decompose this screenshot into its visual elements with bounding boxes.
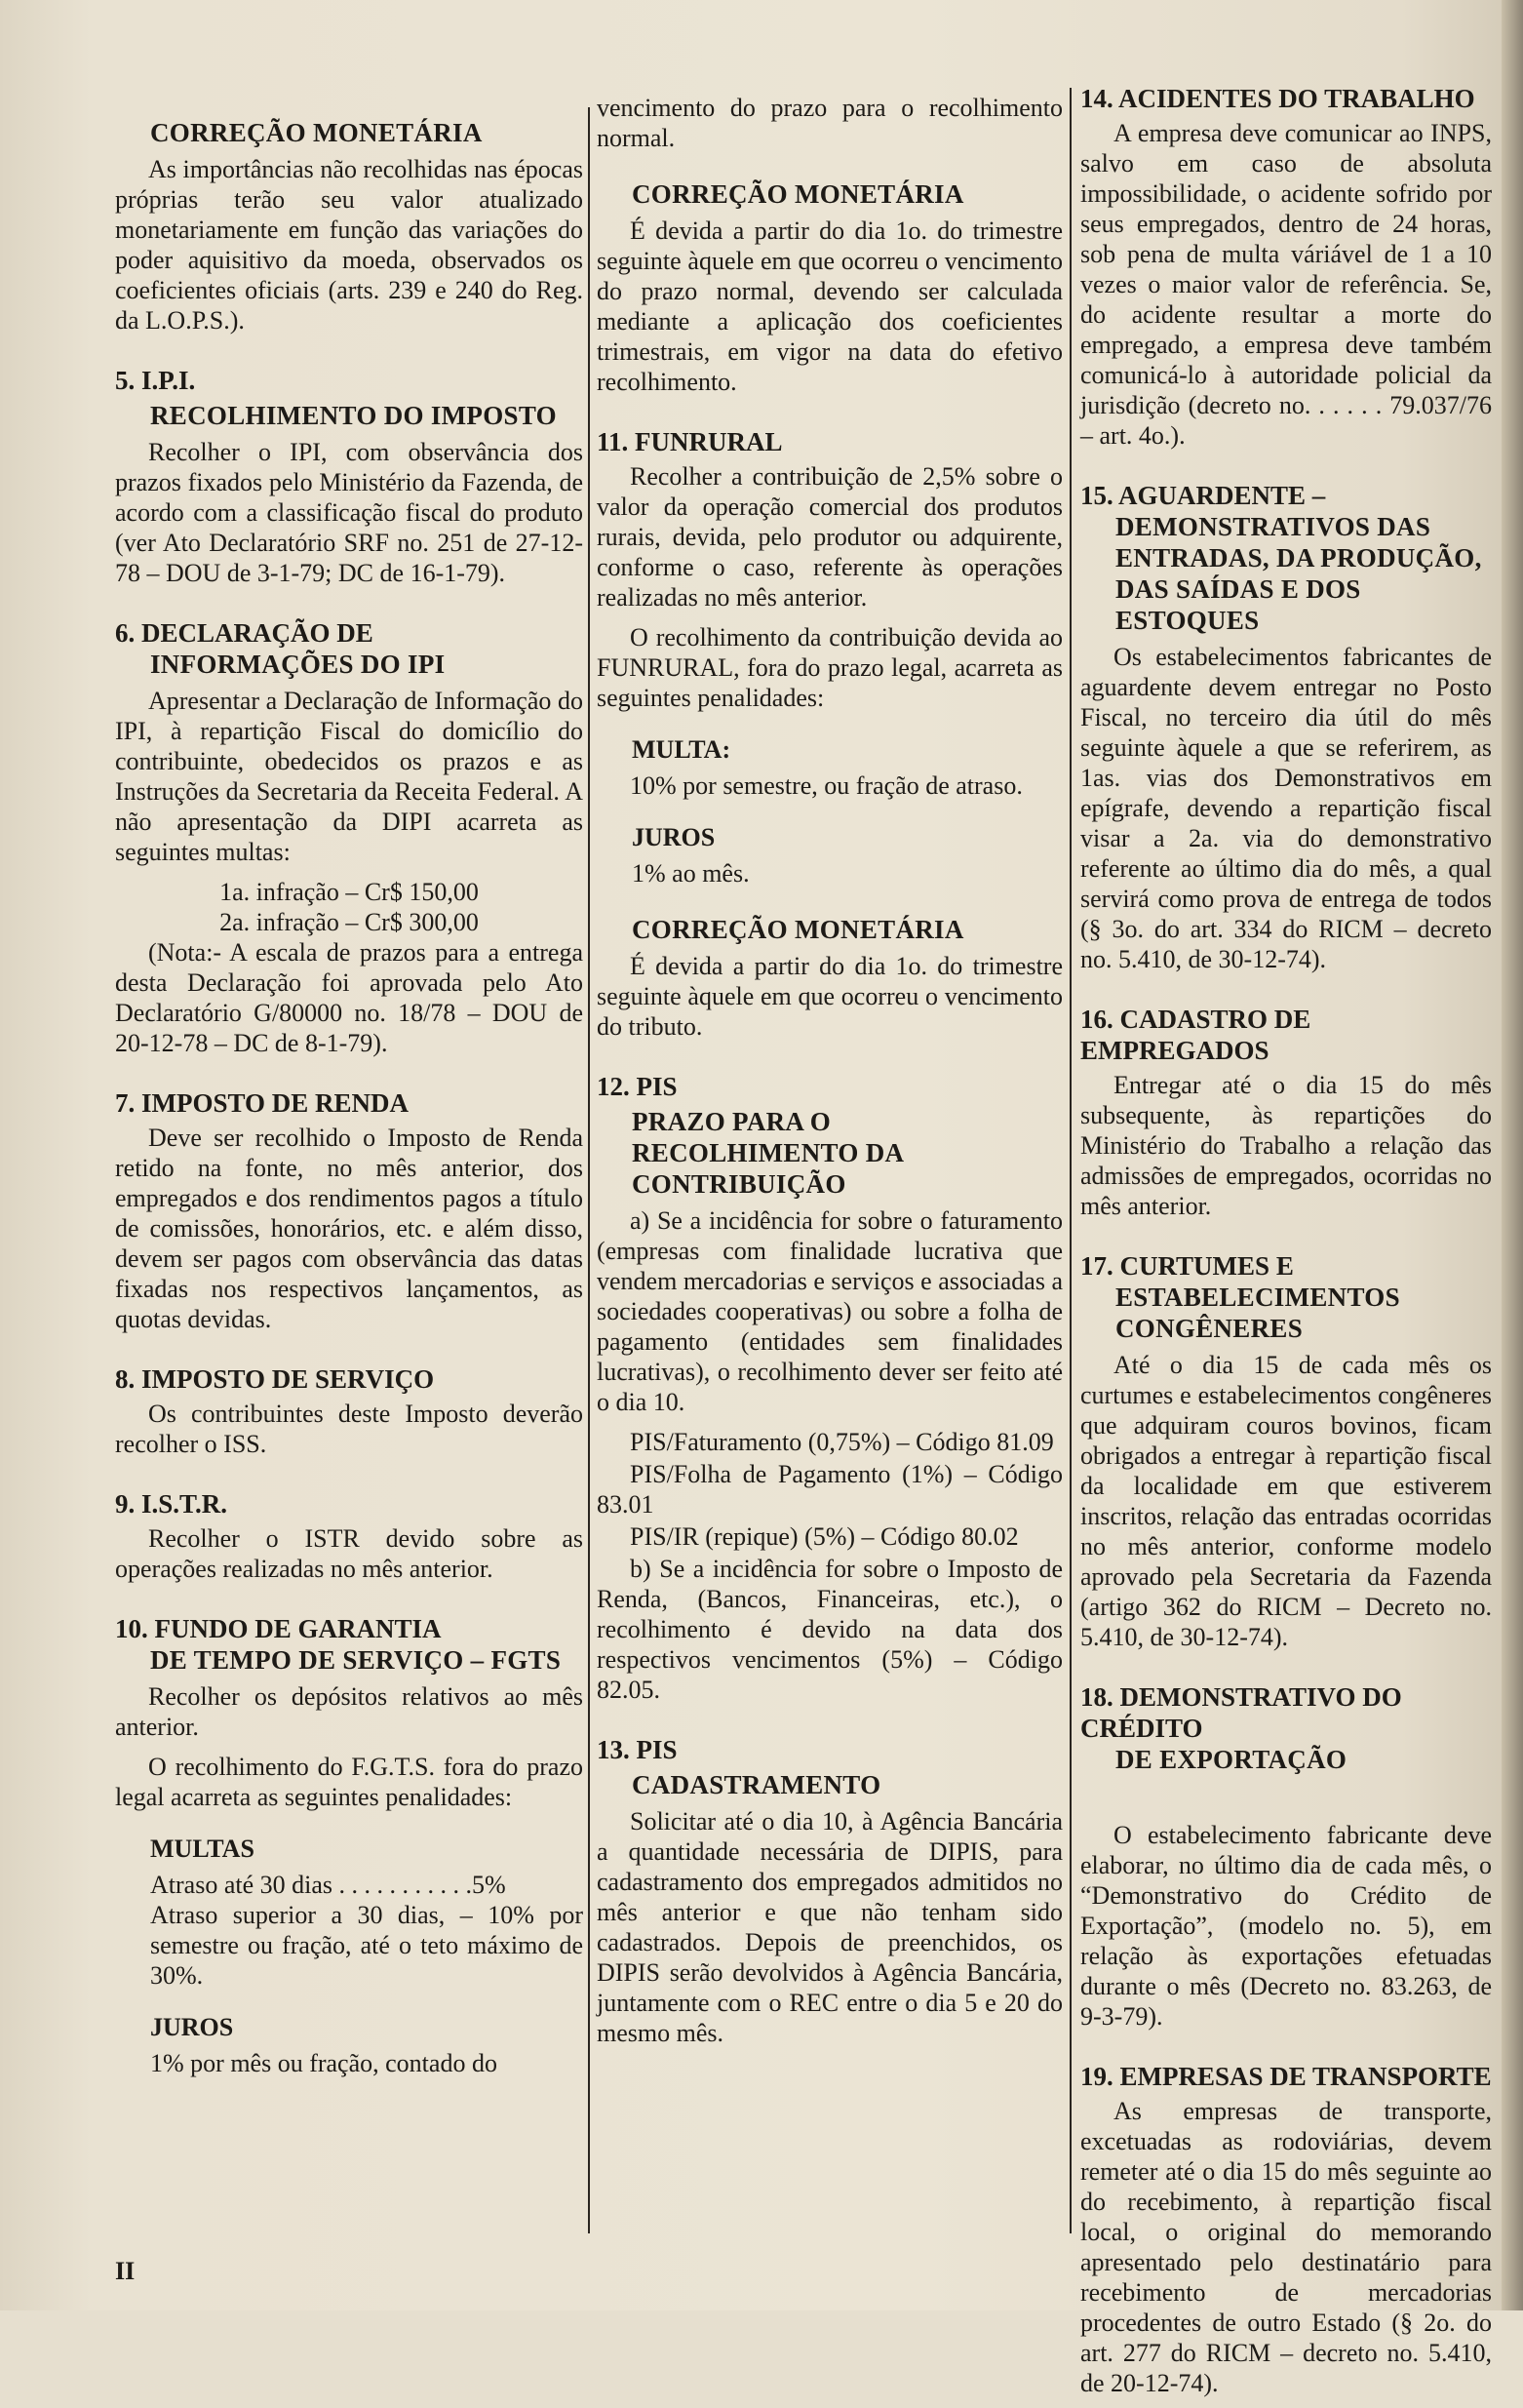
section-title: CORREÇÃO MONETÁRIA <box>150 118 483 147</box>
paragraph: Deve ser recolhido o Imposto de Renda retido na fonte, no mês anterior, dos empregados e dos rendimentos pagos a título de comissões, honorários, etc. e além disso, devem ser pagos com observância das datas fixadas nos respectivos lançamentos, as quotas devidas. <box>115 1124 583 1333</box>
paragraph: Entregar até o dia 15 do mês subsequente, às repartições do Ministério do Trabalho a relação das admissões de empregados, ocorridas no mês anterior. <box>1080 1071 1492 1220</box>
section-title: DE TEMPO DE SERVIÇO – FGTS <box>150 1645 562 1675</box>
paragraph: Apresentar a Declaração de Informação do IPI, à repartição Fiscal do domicílio do contribuinte, obedecidos os prazos e as Instruções da Secretaria da Receita Federal. A não apresentação da DIPI acarreta as seguintes multas: <box>115 687 583 866</box>
paragraph: É devida a partir do dia 1o. do trimestre seguinte àquele em que ocorreu o vencimento do tributo. <box>597 952 1063 1041</box>
paragraph: 1% ao mês. <box>632 859 750 888</box>
paragraph: 10% por semestre, ou fração de atraso. <box>630 771 1023 800</box>
column-3 <box>1080 83 1492 2408</box>
subheading: JUROS <box>632 823 716 851</box>
paragraph: b) Se a incidência for sobre o Imposto de Renda, (Bancos, Financeiras, etc.), o recolhimento é devido na data dos respectivos vencimentos (5%) – Código 82.05. <box>597 1555 1063 1704</box>
paragraph: As empresas de transporte, excetuadas as rodoviárias, devem remeter até o dia 15 do mês seguinte ao do recebimento, à repartição fiscal local, o original do memorando apresentado pelo destinatário para recebimento de mercadorias procedentes de outro Estado (§ 2o. do art. 277 do RICM – decreto no. 5.410, de 20-12-74). <box>1080 2097 1492 2397</box>
paragraph: Os estabelecimentos fabricantes de aguardente devem entregar no Posto Fiscal, no terceiro dia útil do mês seguinte àquele a que se referirem, as 1as. vias dos Demonstrativos em epígrafe, devendo a repartição fiscal visar a 2a. via do demonstrativo referente ao último dia do mês, a qual servirá como prova de entrega de todos (§ 3o. do art. 334 do RICM – decreto no. 5.410, de 30-12-74). <box>1080 643 1492 973</box>
column-divider-2 <box>1070 88 1072 2233</box>
paragraph: O estabelecimento fabricante deve elaborar, no último dia de cada mês, o “Demonstrativo do Crédito de Exportação”, (modelo no. 5), em relação às exportações efetuadas durante o mês (Decreto no. 83.263, de 9-3-79). <box>1080 1821 1492 2031</box>
section-title: 17. CURTUMES E <box>1080 1251 1294 1281</box>
note: (Nota:- A escala de prazos para a entrega desta Declaração foi aprovada pelo Ato Declaratório G/80000 no. 18/78 – DOU de 20-12-78 – DC de 8-1-79). <box>115 938 583 1057</box>
section-title: 7. IMPOSTO DE RENDA <box>115 1088 410 1118</box>
paragraph: a) Se a incidência for sobre o faturamento (empresas com finalidade lucrativa que vendem mercadorias e serviços e associadas a sociedades cooperativas) ou sobre a folha de pagamento (entidades sem finalidades lucrativas), o recolhimento dever ser feito até o dia 10. <box>597 1206 1063 1416</box>
section-title: 9. I.S.T.R. <box>115 1489 228 1519</box>
section-title: CADASTRAMENTO <box>632 1770 881 1799</box>
section-title: CORREÇÃO MONETÁRIA <box>632 179 964 209</box>
section-title: DAS SAÍDAS E DOS ESTOQUES <box>1115 574 1361 635</box>
section-title: 11. FUNRURAL <box>597 427 783 456</box>
code-line: PIS/Faturamento (0,75%) – Código 81.09 <box>630 1428 1054 1456</box>
fine-line: 2a. infração – Cr$ 300,00 <box>219 908 479 936</box>
section-title: CONGÊNERES <box>1115 1314 1304 1343</box>
column-1 <box>115 117 583 2088</box>
paragraph: O recolhimento da contribuição devida ao FUNRURAL, fora do prazo legal, acarreta as seguintes penalidades: <box>597 623 1063 712</box>
fine-line: Atraso até 30 dias . . . . . . . . . . .5% <box>150 1871 506 1899</box>
section-title: RECOLHIMENTO DA <box>632 1138 905 1167</box>
section-title: 10. FUNDO DE GARANTIA <box>115 1614 442 1643</box>
section-title: CONTRIBUIÇÃO <box>632 1169 846 1199</box>
section-title: RECOLHIMENTO DO IMPOSTO <box>150 401 557 430</box>
section-number: 5. I.P.I. <box>115 366 196 395</box>
fine-line: 1a. infração – Cr$ 150,00 <box>219 878 479 906</box>
section-title: 18. DEMONSTRATIVO DO CRÉDITO <box>1080 1682 1402 1743</box>
paragraph: O recolhimento do F.G.T.S. fora do prazo legal acarreta as seguintes penalidades: <box>115 1753 583 1811</box>
section-title: 16. CADASTRO DE EMPREGADOS <box>1080 1005 1311 1065</box>
code-line: PIS/Folha de Pagamento (1%) – Código 83.01 <box>597 1460 1063 1519</box>
subheading: MULTAS <box>150 1835 254 1863</box>
section-title: ENTRADAS, DA PRODUÇÃO, <box>1115 543 1482 572</box>
section-title: 8. IMPOSTO DE SERVIÇO <box>115 1364 435 1394</box>
section-title: PRAZO PARA O <box>632 1107 832 1136</box>
paragraph: 1% por mês ou fração, contado do <box>150 2049 497 2077</box>
column-2 <box>597 93 1063 2058</box>
section-title: 13. PIS <box>597 1735 678 1764</box>
paragraph: Solicitar até o dia 10, à Agência Bancária a quantidade necessária de DIPIS, para cadastramento dos empregados admitidos no mês anterior e que não tenham sido cadastrados. Depois de preenchidos, os DIPIS serão devolvidos à Agência Bancária, juntamente com o REC entre o dia 5 e 20 do mesmo mês. <box>597 1807 1063 2047</box>
page-number: II <box>115 2257 136 2285</box>
subheading: JUROS <box>150 2013 234 2041</box>
section-title: 19. EMPRESAS DE TRANSPORTE <box>1080 2062 1492 2091</box>
section-title: 6. DECLARAÇÃO DE <box>115 618 373 648</box>
column-divider-1 <box>588 107 590 2233</box>
section-title: INFORMAÇÕES DO IPI <box>150 650 446 679</box>
fine-line: Atraso superior a 30 dias, – 10% por semestre ou fração, até o teto máximo de 30%. <box>150 1901 583 1990</box>
section-title: DE EXPORTAÇÃO <box>1115 1745 1347 1774</box>
paragraph: As importâncias não recolhidas nas épocas próprias terão seu valor atualizado monetariamente em função das variações do poder aquisitivo da moeda, observados os coeficientes oficiais (arts. 239 e 240 do Reg. da L.O.P.S.). <box>115 155 583 335</box>
section-title: 15. AGUARDENTE – <box>1080 481 1326 510</box>
code-line: PIS/IR (repique) (5%) – Código 80.02 <box>630 1522 1019 1551</box>
paragraph: Recolher o IPI, com observância dos prazos fixados pelo Ministério da Fazenda, de acordo com a classificação fiscal do produto (ver Ato Declaratório SRF no. 251 de 27-12-78 – DOU de 3-1-79; DC de 16-1-79). <box>115 438 583 587</box>
subheading: MULTA: <box>632 735 731 764</box>
section-title: ESTABELECIMENTOS <box>1115 1283 1400 1312</box>
paragraph: É devida a partir do dia 1o. do trimestre seguinte àquele em que ocorreu o vencimento do prazo normal, devendo ser calculada mediante a aplicação dos coeficientes trimestrais, em vigor na data do efetivo recolhimento. <box>597 217 1063 396</box>
paragraph: Recolher a contribuição de 2,5% sobre o valor da operação comercial dos produtos rurais, devida, pelo produtor ou adquirente, conforme o caso, referente às operações realizadas no mês anterior. <box>597 462 1063 612</box>
paragraph: vencimento do prazo para o recolhimento normal. <box>597 94 1063 152</box>
section-title: 14. ACIDENTES DO TRABALHO <box>1080 84 1475 113</box>
paragraph: Recolher os depósitos relativos ao mês anterior. <box>115 1682 583 1741</box>
page-edge <box>1502 0 1523 2310</box>
paragraph: Recolher o ISTR devido sobre as operações realizadas no mês anterior. <box>115 1524 583 1583</box>
section-title: DEMONSTRATIVOS DAS <box>1115 512 1431 541</box>
section-title: 12. PIS <box>597 1072 678 1101</box>
paragraph: A empresa deve comunicar ao INPS, salvo em caso de absoluta impossibilidade, o acidente sofrido por seus empregados, dentro de 24 horas, sob pena de multa váriável de 1 a 10 vezes o maior valor de referência. Se, do acidente resultar a morte do empregado, a empresa deve também comunicá-lo à autoridade policial da jurisdição (decreto no. . . . . . 79.037/76 – art. 4o.). <box>1080 119 1492 450</box>
paragraph: Os contribuintes deste Imposto deverão recolher o ISS. <box>115 1400 583 1458</box>
paragraph: Até o dia 15 de cada mês os curtumes e estabelecimentos congêneres que adquiram couros bovinos, ficam obrigados a entregar à repartição fiscal da localidade em que estiverem inscritos, relação das entradas ocorridas no mês anterior, conforme modelo aprovado pela Secretaria da Fazenda (artigo 362 do RICM – Decreto no. 5.410, de 30-12-74). <box>1080 1351 1492 1651</box>
section-title: CORREÇÃO MONETÁRIA <box>632 915 964 944</box>
